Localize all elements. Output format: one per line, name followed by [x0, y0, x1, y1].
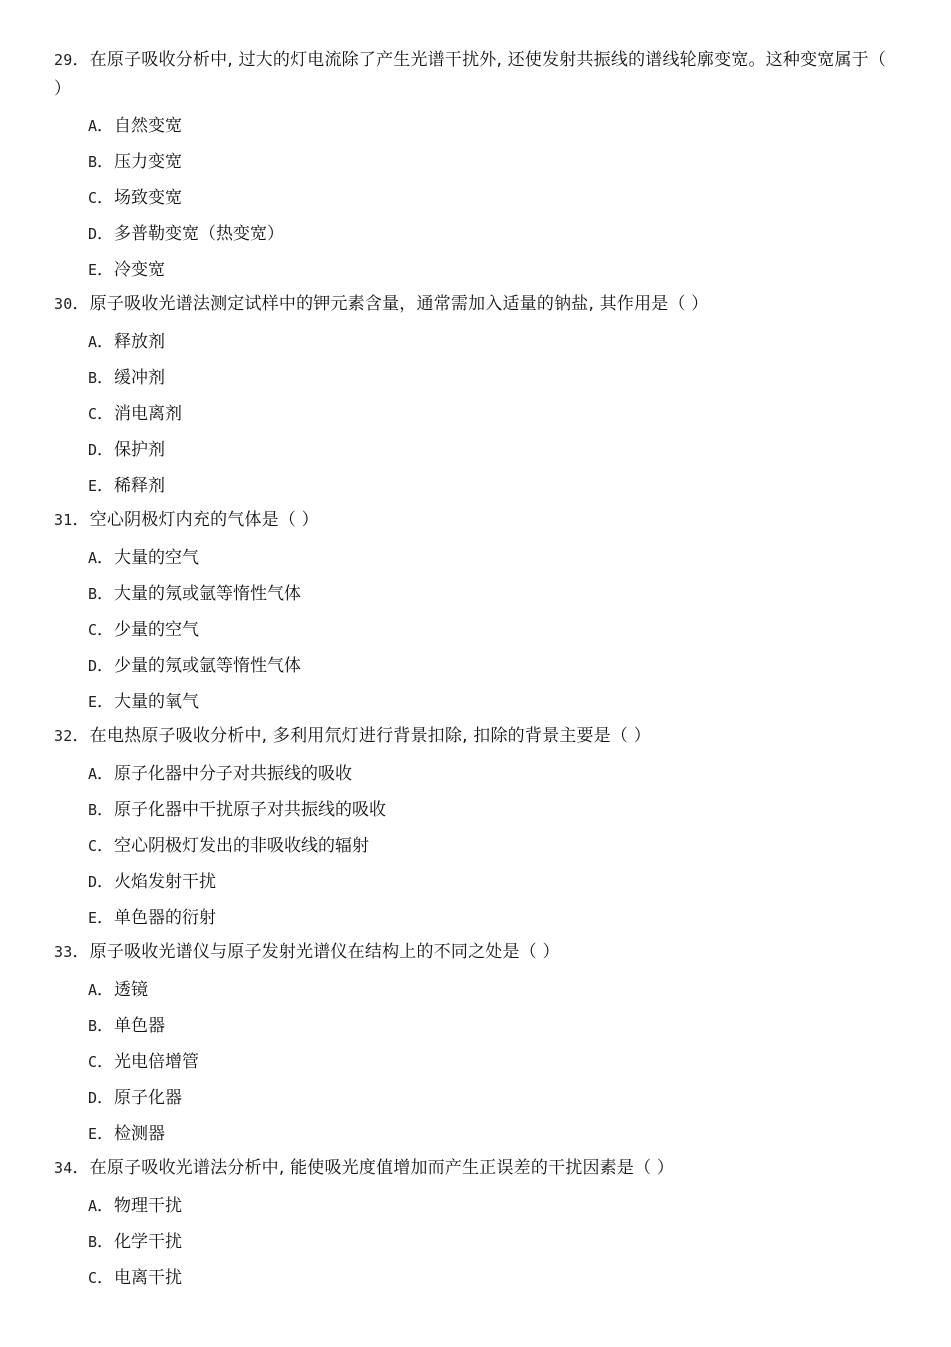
- option-c: C．空心阴极灯发出的非吸收线的辐射: [88, 836, 370, 856]
- option-letter: A: [88, 981, 98, 999]
- question-text: 在原子吸收光谱法分析中, 能使吸光度值增加而产生正误差的干扰因素是（ ）: [89, 1158, 675, 1178]
- option-a: A．物理干扰: [88, 1196, 183, 1216]
- question-stem: 34．在原子吸收光谱法分析中, 能使吸光度值增加而产生正误差的干扰因素是（ ）: [54, 1158, 675, 1178]
- option-letter: E: [88, 909, 98, 927]
- option-letter: C: [88, 837, 98, 855]
- option-c: C．消电离剂: [88, 404, 183, 424]
- option-text: 空心阴极灯发出的非吸收线的辐射: [114, 836, 370, 856]
- option-text: 火焰发射干扰: [114, 872, 217, 892]
- question-stem: 29．在原子吸收分析中, 过大的灯电流除了产生光谱干扰外, 还使发射共振线的谱线轮廓变宽。这种变宽属于（ ）: [54, 50, 887, 99]
- option-a: A．大量的空气: [88, 548, 200, 568]
- option-b: B．压力变宽: [88, 152, 183, 172]
- option-a: A．自然变宽: [88, 116, 183, 136]
- option-text: 少量的空气: [114, 620, 200, 640]
- option-text: 物理干扰: [114, 1196, 183, 1216]
- option-letter: C: [88, 1053, 98, 1071]
- question-number: 30: [54, 295, 73, 313]
- option-text: 大量的空气: [114, 548, 200, 568]
- option-letter: C: [88, 621, 98, 639]
- option-text: 消电离剂: [114, 404, 183, 424]
- question-number: 33: [54, 943, 73, 961]
- option-b: B．化学干扰: [88, 1232, 183, 1252]
- question-text: 在电热原子吸收分析中, 多利用氘灯进行背景扣除, 扣除的背景主要是（ ）: [89, 726, 651, 746]
- option-text: 光电倍增管: [114, 1052, 200, 1072]
- option-letter: E: [88, 1125, 98, 1143]
- option-letter: B: [88, 1233, 98, 1251]
- option-letter: B: [88, 369, 98, 387]
- option-text: 单色器: [114, 1016, 166, 1036]
- option-letter: D: [88, 1089, 98, 1107]
- option-text: 原子化器中分子对共振线的吸收: [114, 764, 353, 784]
- option-e: E．大量的氧气: [88, 692, 200, 712]
- option-letter: C: [88, 189, 98, 207]
- option-d: D．保护剂: [88, 440, 166, 460]
- option-c: C．电离干扰: [88, 1268, 183, 1288]
- option-text: 单色器的衍射: [114, 908, 217, 928]
- option-letter: A: [88, 765, 98, 783]
- option-text: 检测器: [114, 1124, 166, 1144]
- question-text: 原子吸收光谱法测定试样中的钾元素含量，通常需加入适量的钠盐, 其作用是（ ）: [89, 294, 709, 314]
- option-text: 化学干扰: [114, 1232, 183, 1252]
- option-letter: A: [88, 333, 98, 351]
- option-text: 释放剂: [114, 332, 166, 352]
- question-stem: 31．空心阴极灯内充的气体是（ ）: [54, 510, 319, 530]
- option-letter: B: [88, 153, 98, 171]
- option-d: D．少量的氖或氩等惰性气体: [88, 656, 302, 676]
- question-number: 29: [54, 51, 73, 69]
- option-c: C．光电倍增管: [88, 1052, 200, 1072]
- question-text: 原子吸收光谱仪与原子发射光谱仪在结构上的不同之处是（ ）: [89, 942, 560, 962]
- option-a: A．释放剂: [88, 332, 166, 352]
- option-letter: E: [88, 693, 98, 711]
- question-text: 在原子吸收分析中, 过大的灯电流除了产生光谱干扰外, 还使发射共振线的谱线轮廓变宽。这种变宽属于（ ）: [54, 50, 887, 99]
- question-stem: 30．原子吸收光谱法测定试样中的钾元素含量，通常需加入适量的钠盐, 其作用是（ ）: [54, 294, 709, 314]
- option-letter: C: [88, 405, 98, 423]
- option-text: 原子化器: [114, 1088, 183, 1108]
- option-text: 透镜: [114, 980, 149, 1000]
- option-text: 大量的氧气: [114, 692, 200, 712]
- option-letter: D: [88, 441, 98, 459]
- question-text: 空心阴极灯内充的气体是（ ）: [89, 510, 319, 530]
- option-letter: E: [88, 261, 98, 279]
- option-b: B．大量的氖或氩等惰性气体: [88, 584, 302, 604]
- question-number: 32: [54, 727, 73, 745]
- option-a: A．原子化器中分子对共振线的吸收: [88, 764, 353, 784]
- option-c: C．少量的空气: [88, 620, 200, 640]
- option-b: B．缓冲剂: [88, 368, 166, 388]
- option-d: D．多普勒变宽（热变宽）: [88, 224, 285, 244]
- option-letter: D: [88, 225, 98, 243]
- question-stem: 33．原子吸收光谱仪与原子发射光谱仪在结构上的不同之处是（ ）: [54, 942, 560, 962]
- option-a: A．透镜: [88, 980, 149, 1000]
- option-text: 压力变宽: [114, 152, 183, 172]
- option-text: 保护剂: [114, 440, 166, 460]
- option-text: 大量的氖或氩等惰性气体: [114, 584, 302, 604]
- option-text: 缓冲剂: [114, 368, 166, 388]
- option-letter: B: [88, 1017, 98, 1035]
- option-letter: B: [88, 801, 98, 819]
- question-number: 34: [54, 1159, 73, 1177]
- option-letter: C: [88, 1269, 98, 1287]
- option-letter: A: [88, 549, 98, 567]
- option-e: E．冷变宽: [88, 260, 166, 280]
- question-stem: 32．在电热原子吸收分析中, 多利用氘灯进行背景扣除, 扣除的背景主要是（ ）: [54, 726, 651, 746]
- option-text: 原子化器中干扰原子对共振线的吸收: [114, 800, 387, 820]
- option-text: 电离干扰: [114, 1268, 183, 1288]
- option-text: 自然变宽: [114, 116, 183, 136]
- option-letter: A: [88, 117, 98, 135]
- option-letter: D: [88, 873, 98, 891]
- option-text: 场致变宽: [114, 188, 183, 208]
- option-d: D．原子化器: [88, 1088, 183, 1108]
- option-letter: D: [88, 657, 98, 675]
- option-c: C．场致变宽: [88, 188, 183, 208]
- option-d: D．火焰发射干扰: [88, 872, 217, 892]
- question-number: 31: [54, 511, 73, 529]
- option-letter: A: [88, 1197, 98, 1215]
- option-e: E．单色器的衍射: [88, 908, 217, 928]
- option-text: 冷变宽: [114, 260, 166, 280]
- option-text: 多普勒变宽（热变宽）: [114, 224, 285, 244]
- option-e: E．稀释剂: [88, 476, 166, 496]
- option-b: B．单色器: [88, 1016, 166, 1036]
- option-letter: E: [88, 477, 98, 495]
- option-text: 稀释剂: [114, 476, 166, 496]
- option-letter: B: [88, 585, 98, 603]
- option-e: E．检测器: [88, 1124, 166, 1144]
- option-text: 少量的氖或氩等惰性气体: [114, 656, 302, 676]
- option-b: B．原子化器中干扰原子对共振线的吸收: [88, 800, 387, 820]
